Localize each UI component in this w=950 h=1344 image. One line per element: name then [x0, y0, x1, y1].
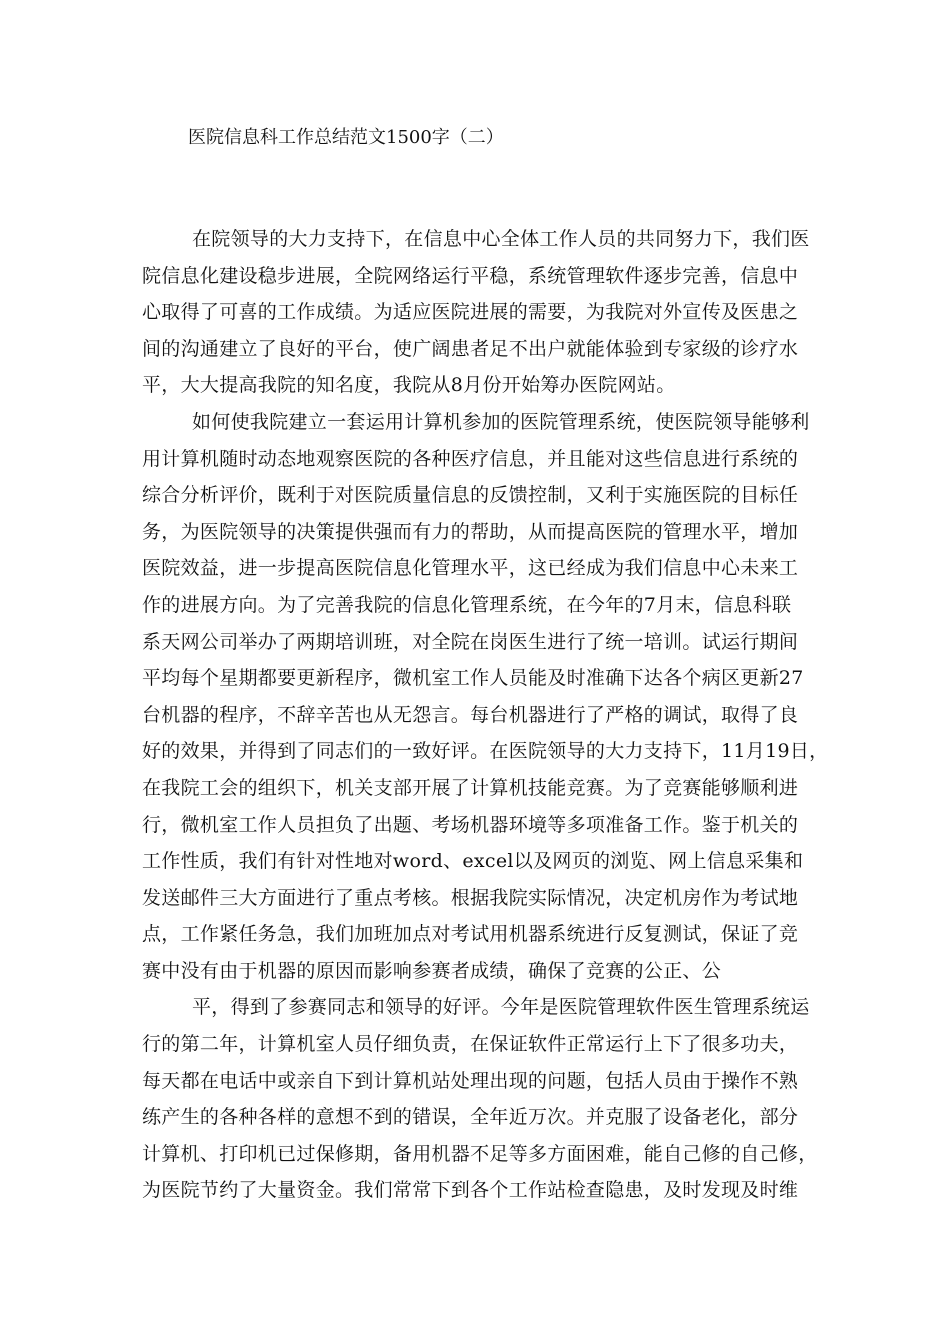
- text-line: 系天网公司举办了两期培训班，对全院在岗医生进行了统一培训。试运行期间: [142, 630, 799, 653]
- text-line: 综合分析评价，既利于对医院质量信息的反馈控制，又利于实施医院的目标任: [142, 484, 799, 507]
- text-line: 在我院工会的组织下，机关支部开展了计算机技能竞赛。为了竞赛能够顺利进: [142, 776, 799, 799]
- text-line: 心取得了可喜的工作成绩。为适应医院进展的需要，为我院对外宣传及医患之: [142, 301, 799, 324]
- text-line: 为医院节约了大量资金。我们常常下到各个工作站检查隐患，及时发现及时维: [142, 1179, 799, 1202]
- text-line: 如何使我院建立一套运用计算机参加的医院管理系统，使医院领导能够利: [192, 410, 810, 433]
- text-line: 院信息化建设稳步进展，全院网络运行平稳，系统管理软件逐步完善，信息中: [142, 264, 799, 287]
- text-line: 工作性质，我们有针对性地对word、excel以及网页的浏览、网上信息采集和: [142, 850, 804, 873]
- text-line: 每天都在电话中或亲自下到计算机站处理出现的问题，包括人员由于操作不熟: [142, 1069, 799, 1092]
- text-line: 在院领导的大力支持下，在信息中心全体工作人员的共同努力下，我们医: [192, 228, 810, 250]
- text-line: 练产生的各种各样的意想不到的错误，全年近万次。并克服了设备老化，部分: [142, 1106, 799, 1129]
- text-line: 点，工作紧任务急，我们加班加点对考试用机器系统进行反复测试，保证了竞: [142, 923, 799, 946]
- text-line: 务，为医院领导的决策提供强而有力的帮助，从而提高医院的管理水平，增加: [142, 520, 799, 543]
- text-line: 平均每个星期都要更新程序，微机室工作人员能及时准确下达各个病区更新27: [142, 667, 804, 690]
- text-line: 医院效益，进一步提高医院信息化管理水平，这已经成为我们信息中心未来工: [142, 557, 799, 580]
- text-line: 平，得到了参赛同志和领导的好评。今年是医院管理软件医生管理系统运: [192, 996, 810, 1019]
- text-line: 行，微机室工作人员担负了出题、考场机器环境等多项准备工作。鉴于机关的: [142, 813, 799, 836]
- text-line: 用计算机随时动态地观察医院的各种医疗信息，并且能对这些信息进行系统的: [142, 447, 799, 470]
- text-line: 平，大大提高我院的知名度，我院从8月份开始筹办医院网站。: [142, 374, 676, 397]
- text-line: 发送邮件三大方面进行了重点考核。根据我院实际情况，决定机房作为考试地: [142, 886, 799, 909]
- text-line: 间的沟通建立了良好的平台，使广阔患者足不出户就能体验到专家级的诊疗水: [142, 337, 799, 360]
- document-title: 医院信息科工作总结范文1500字（二）: [188, 127, 504, 148]
- text-line: 作的进展方向。为了完善我院的信息化管理系统，在今年的7月末，信息科联: [142, 593, 792, 616]
- text-line: 好的效果，并得到了同志们的一致好评。在医院领导的大力支持下，11月19日，: [142, 740, 829, 763]
- document-body: [142, 221, 842, 1209]
- text-line: 行的第二年，计算机室人员仔细负责，在保证软件正常运行上下了很多功夫，: [142, 1033, 799, 1056]
- text-line: 赛中没有由于机器的原因而影响参赛者成绩，确保了竞赛的公正、公: [142, 959, 722, 982]
- text-line: 计算机、打印机已过保修期，备用机器不足等多方面困难，能自己修的自己修，: [142, 1142, 818, 1165]
- text-line: 台机器的程序，不辞辛苦也从无怨言。每台机器进行了严格的调试，取得了良: [142, 703, 799, 726]
